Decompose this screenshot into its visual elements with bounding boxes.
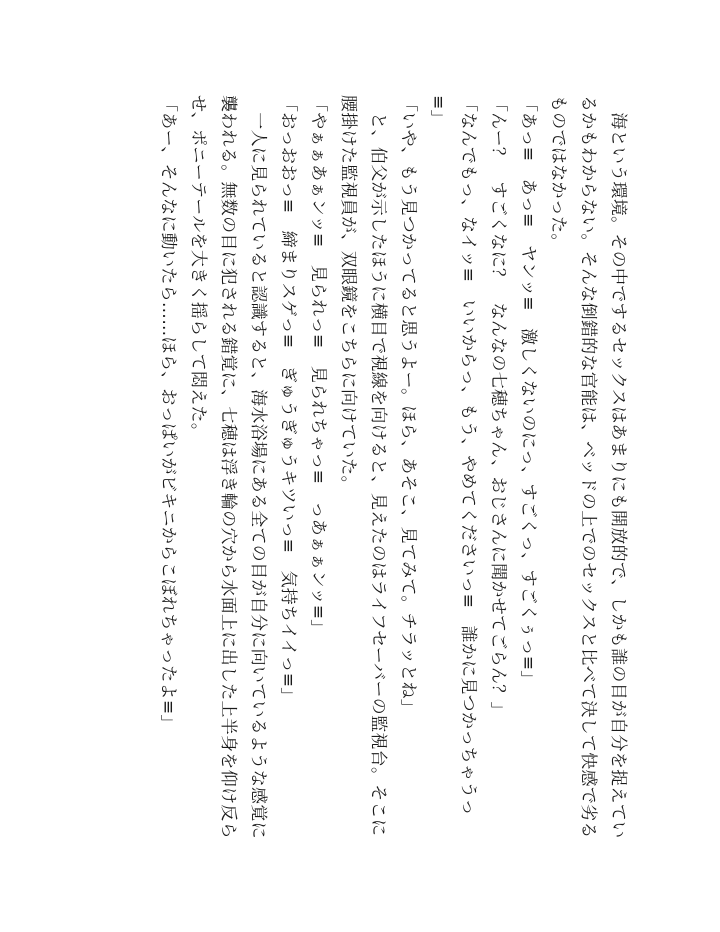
text-line: 一人に見られていると認識すると、海水浴場にある全ての目が自分に向いているような感覚に bbox=[248, 95, 268, 839]
text-line: せ、ポニーテールを大きく揺らして悶えた。 bbox=[188, 95, 208, 441]
text-line: 「いや、もう見つかってると思うよー。ほら、あそこ、見てみて。チラッとね」 bbox=[398, 95, 418, 717]
text-line: と、伯父が示したほうに横目で視線を向けると、見えたのはライフセーバーの監視台。そこに bbox=[368, 95, 388, 837]
text-line: ものではなかった。 bbox=[548, 95, 568, 251]
text-line: るかもわからない。そんな倒錯的な官能は、ベッドの上でのセックスと比べて決して快感で劣る bbox=[578, 95, 598, 839]
text-line: 襲われる。無数の目に犯される錯覚に、七穂は浮き輪の穴から水面上に出した上半身を仰け反ら bbox=[218, 95, 238, 839]
text-line: ≡」 bbox=[428, 95, 448, 127]
text-line: 「あっ≡ あっ≡ ヤンッ≡ 激しくないのにっ、すごくっ、すごくぅっ≡」 bbox=[518, 95, 538, 688]
text-line: 腰掛けた監視員が、双眼鏡をこちらに向けていた。 bbox=[338, 95, 358, 493]
text-line: 「やぁぁあぁンッ≡ 見られっ≡ 見られちゃっ≡ っあぁぁンッ≡」 bbox=[308, 95, 328, 637]
text-line: 「おっおおっ≡ 締まりスゲっ≡ ぎゅうぎゅうキツいっ≡ 気持ちイイっ≡」 bbox=[278, 95, 298, 705]
text-line: 海という環境。その中でするセックスはあまりにも開放的で、しかも誰の目が自分を捉えてい bbox=[608, 95, 628, 839]
text-line: 「あー、そんなに動いたら……ほら、おっぱいがビキニからこぼれちゃったよ≡」 bbox=[158, 95, 178, 732]
text-line: 「んー？ すごくなに？ なんなの七穂ちゃん、おじさんに聞かせてごらん？」 bbox=[488, 95, 508, 719]
text-line: 「なんでもっ、なイッ≡ いいからっ、もう、やめてくださいっ≡ 誰かに見つかっちゃうっ bbox=[458, 95, 478, 816]
